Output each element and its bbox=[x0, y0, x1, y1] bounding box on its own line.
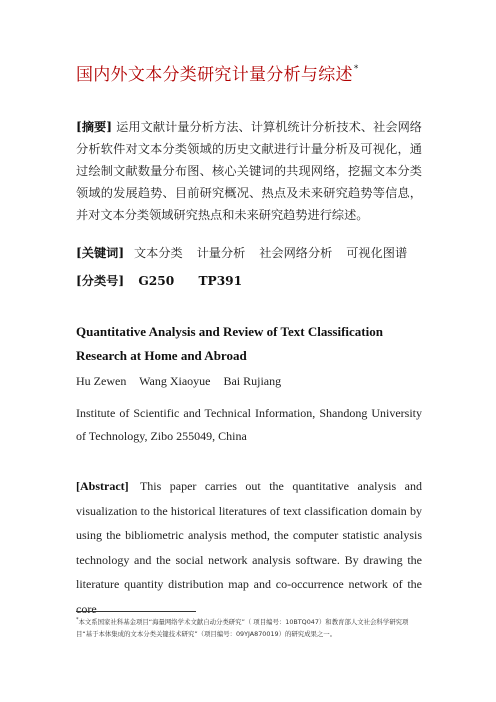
page-title bbox=[76, 60, 359, 85]
title-text: 国内外文本分类研究计量分析与综述 bbox=[76, 65, 353, 85]
english-abstract-text: This paper carries out the quantitative analysis and visualization to the historical literatures of text classification domain by using the bibliometric analysis method, the computer statistic analysis technology and the social network analysis software. By drawing the literature quantity distribution map and co-occurrence network of the core bbox=[76, 479, 422, 616]
title-footnote-mark: * bbox=[353, 64, 359, 75]
keywords-label: [关键词] bbox=[76, 246, 125, 260]
keyword: 计量分析 bbox=[196, 246, 246, 260]
footnote-mark: * bbox=[76, 617, 79, 623]
chinese-abstract-label: [摘要] bbox=[76, 120, 113, 134]
footnote-text: 本文系国家社科基金项目“海量网络学术文献自动分类研究”（ 项目编号：10BTQ047）和教育部人文社会科学研究项目“基于本体集成的文本分类关键技术研究”（项目编号：09YJA870019）的研究成果之一。 bbox=[76, 618, 409, 639]
keyword: 文本分类 bbox=[133, 246, 183, 260]
institute-affiliation: Institute of Scientific and Technical Information, Shandong University of Technology, Zibo 255049, China bbox=[76, 406, 422, 443]
keywords-row bbox=[76, 244, 417, 261]
english-abstract-label: [Abstract] bbox=[76, 479, 129, 493]
classification-code: G250 bbox=[138, 274, 175, 288]
classification-label: [分类号] bbox=[76, 274, 125, 288]
classification-code: TP391 bbox=[198, 274, 243, 288]
keyword: 社会网络分析 bbox=[259, 246, 333, 260]
author-name: Wang Xiaoyue bbox=[139, 374, 211, 388]
footnote bbox=[76, 614, 422, 640]
english-abstract bbox=[76, 474, 422, 621]
authors-row bbox=[76, 374, 291, 389]
english-title: Quantitative Analysis and Review of Text Classification Research at Home and Abroad bbox=[76, 324, 383, 363]
keyword: 可视化图谱 bbox=[346, 246, 408, 260]
chinese-abstract-text: 运用文献计量分析方法、计算机统计分析技术、社会网络分析软件对文本分类领域的历史文献进行计量分析及可视化，通过绘制文献数量分布图、核心关键词的共现网络，挖掘文本分类领域的发展趋势、目前研究概况、热点及未来研究趋势等信息，并对文本分类领域研究热点和未来研究趋势进行综述。 bbox=[76, 120, 422, 222]
footnote-divider bbox=[76, 611, 196, 612]
author-name: Bai Rujiang bbox=[223, 374, 282, 388]
classification-row bbox=[76, 272, 252, 289]
chinese-abstract bbox=[76, 116, 422, 226]
author-name: Hu Zewen bbox=[76, 374, 127, 388]
